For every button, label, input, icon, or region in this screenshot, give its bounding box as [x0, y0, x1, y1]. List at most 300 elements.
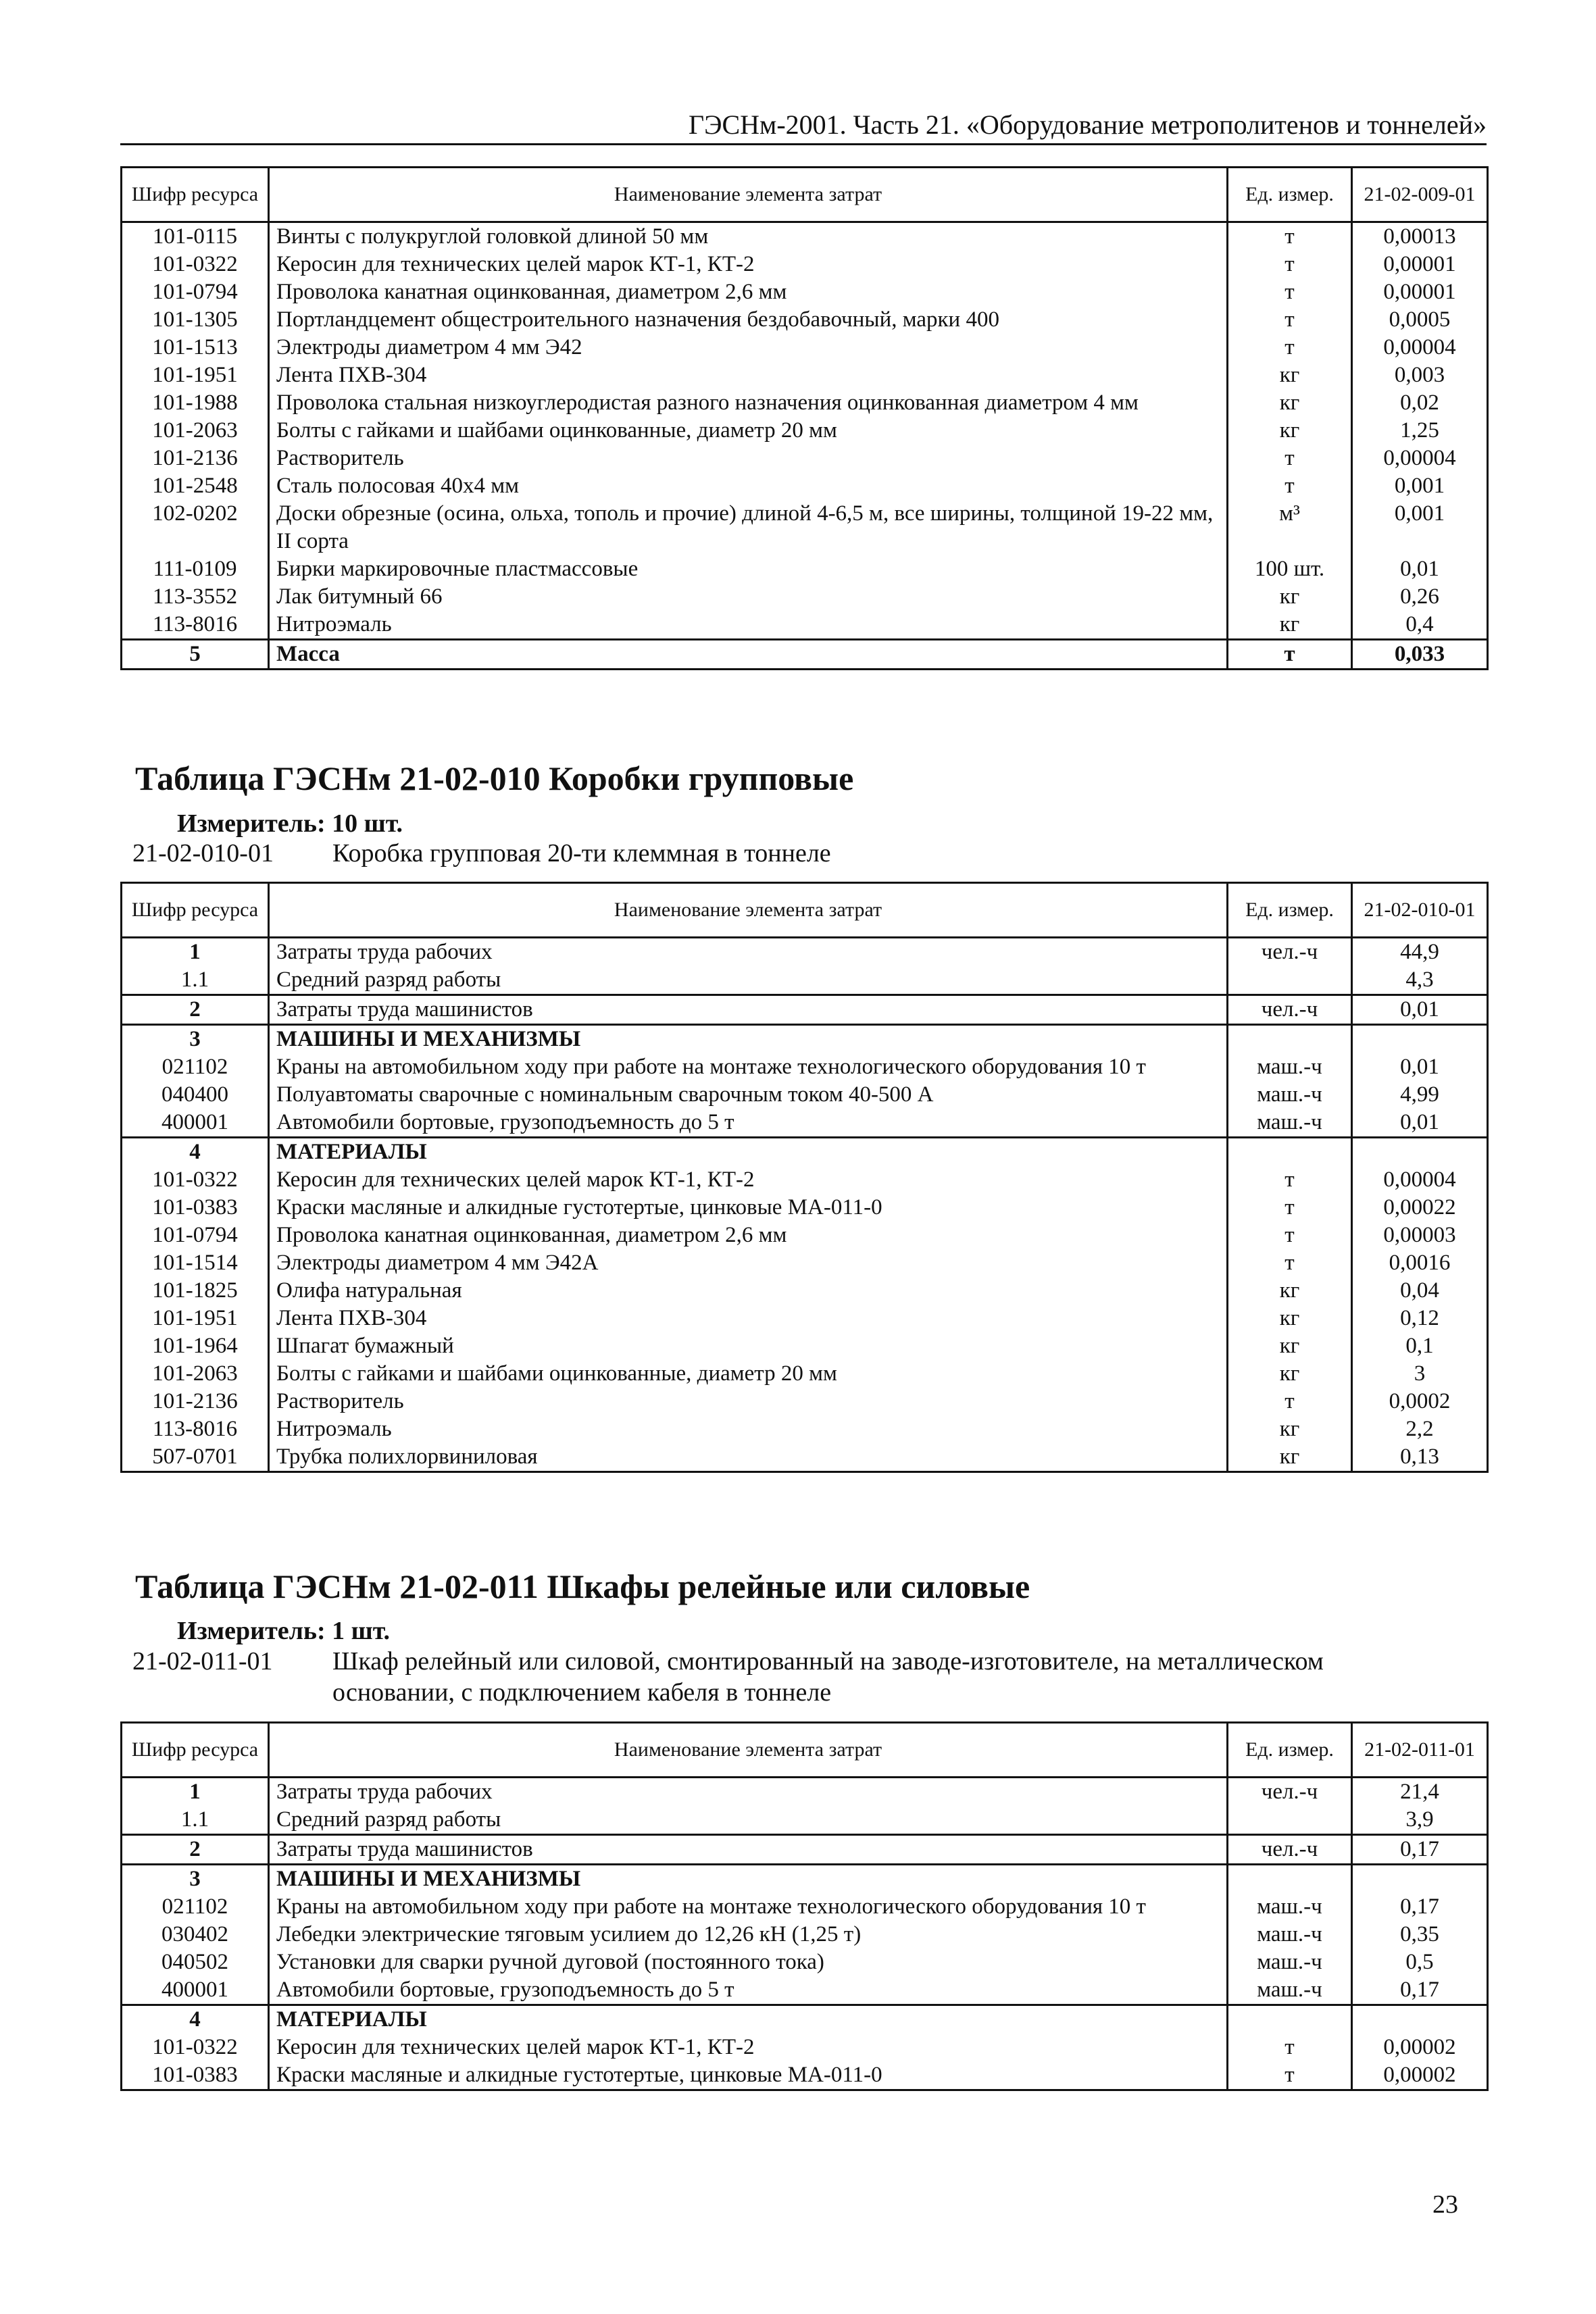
cell-name [269, 2005, 1228, 2034]
cell-name-text: Электроды диаметром 4 мм Э42А [276, 1251, 599, 1275]
cell-unit [1228, 1277, 1352, 1305]
table-row [122, 2034, 1488, 2061]
cell-unit [1228, 1053, 1352, 1081]
cell-name [269, 1806, 1228, 1835]
cell-code [122, 1893, 269, 1921]
cell-value-text: 0,00013 [1383, 224, 1456, 249]
cell-code-text: 021102 [161, 1055, 228, 1079]
cell-code-text: 101-0322 [152, 252, 238, 276]
cell-unit [1228, 611, 1352, 640]
cell-value [1352, 2005, 1488, 2034]
table-row [122, 472, 1488, 500]
cell-code-text: 101-1305 [152, 307, 238, 332]
cell-unit-text: 100 шт. [1254, 557, 1325, 581]
cell-value-text: 44,9 [1400, 940, 1439, 964]
cell-unit [1228, 1415, 1352, 1443]
cell-name-text: Бирки маркировочные пластмассовые [276, 557, 639, 581]
col-name-header: Наименование элемента затрат [269, 168, 1228, 222]
cell-unit-text: кг [1279, 612, 1300, 636]
cell-name [269, 1893, 1228, 1921]
cell-code [122, 583, 269, 611]
cell-value-text: 0,01 [1400, 997, 1439, 1022]
table-row [122, 1778, 1488, 1807]
cell-name [269, 995, 1228, 1025]
col-unit-header: Ед. измер. [1228, 1723, 1352, 1778]
cell-code-text: 101-0383 [152, 2063, 238, 2087]
cell-name [269, 472, 1228, 500]
cell-value-text: 0,02 [1400, 391, 1439, 415]
cell-unit-text: т [1285, 1167, 1295, 1192]
cell-code-text: 101-0322 [152, 1167, 238, 1192]
cell-value [1352, 1360, 1488, 1388]
cell-code-text: 507-0701 [152, 1444, 238, 1469]
cell-name-text: Электроды диаметром 4 мм Э42 [276, 335, 582, 359]
cell-value-text: 0,17 [1400, 1837, 1439, 1861]
table-row [122, 1948, 1488, 1976]
cell-unit-text: т [1285, 1251, 1295, 1275]
cell-code [122, 1921, 269, 1948]
section-title: Таблица ГЭСНм 21-02-011 Шкафы релейные или силовые [135, 1567, 1030, 1605]
cell-code-text: 101-2063 [152, 418, 238, 443]
machinists-row [122, 1835, 1488, 1865]
cell-unit [1228, 2034, 1352, 2061]
cell-unit-text: чел.-ч [1261, 1780, 1318, 1804]
section-title: Таблица ГЭСНм 21-02-010 Коробки групповые [135, 759, 854, 797]
cell-name [269, 1976, 1228, 2005]
cell-value [1352, 445, 1488, 472]
cell-code-text: 113-8016 [152, 1417, 238, 1441]
cell-name-text: МАШИНЫ И МЕХАНИЗМЫ [276, 1027, 581, 1051]
table-row [122, 1109, 1488, 1138]
cell-name [269, 611, 1228, 640]
cell-code [122, 1138, 269, 1167]
cell-value [1352, 1025, 1488, 1054]
cell-code-text: 1.1 [180, 1807, 209, 1832]
cell-unit-text: т [1285, 474, 1295, 498]
cell-name-text: Краски масляные и алкидные густотертые, цинковые МА-011-0 [276, 2063, 882, 2087]
cell-unit [1228, 1081, 1352, 1109]
cell-code [122, 1778, 269, 1807]
cell-value-text: 1,25 [1400, 418, 1439, 443]
cell-name [269, 555, 1228, 583]
cell-name [269, 1865, 1228, 1894]
cell-code-text: 113-8016 [152, 612, 238, 636]
cell-name-text: Трубка полихлорвиниловая [276, 1444, 538, 1469]
cell-code-text: 111-0109 [153, 557, 237, 581]
cell-value-text: 3,9 [1405, 1807, 1434, 1832]
cell-unit-text: т [1285, 1195, 1295, 1219]
cell-name [269, 1249, 1228, 1277]
cell-value [1352, 611, 1488, 640]
cell-code [122, 1277, 269, 1305]
table-row [122, 1332, 1488, 1360]
cell-value [1352, 1976, 1488, 2005]
table-21-02-011 [120, 1721, 1489, 2091]
cell-value [1352, 1138, 1488, 1167]
section-meter: Измеритель: 1 шт. [177, 1617, 391, 1645]
cell-name [269, 2061, 1228, 2090]
cell-name-text: Краски масляные и алкидные густотертые, цинковые МА-011-0 [276, 1195, 882, 1219]
cell-unit [1228, 1138, 1352, 1167]
cell-code-text: 400001 [161, 1110, 228, 1134]
cell-unit-text: чел.-ч [1261, 997, 1318, 1022]
cell-name-text: Шпагат бумажный [276, 1334, 454, 1358]
cell-code-text: 5 [189, 642, 201, 666]
cell-name [269, 1415, 1228, 1443]
cell-name [269, 1138, 1228, 1167]
cell-unit-text: т [1285, 335, 1295, 359]
cell-code [122, 1025, 269, 1054]
table-row [122, 1443, 1488, 1472]
cell-code [122, 2061, 269, 2090]
cell-code [122, 334, 269, 361]
group-header-row [122, 1025, 1488, 1054]
cell-unit [1228, 1893, 1352, 1921]
cell-code-text: 101-1964 [152, 1334, 238, 1358]
table-header-row [122, 883, 1488, 938]
cell-code-text: 101-2063 [152, 1361, 238, 1386]
cell-name [269, 1778, 1228, 1807]
cell-unit-text: кг [1279, 1361, 1300, 1386]
cell-code [122, 306, 269, 334]
cell-unit-text: кг [1279, 1417, 1300, 1441]
cell-value-text: 0,17 [1400, 1978, 1439, 2002]
cell-value [1352, 1443, 1488, 1472]
cell-code-text: 101-0115 [152, 224, 238, 249]
cell-name-text: Олифа натуральная [276, 1278, 462, 1303]
cell-code [122, 278, 269, 306]
cell-unit-text: маш.-ч [1257, 1978, 1322, 2002]
table-row [122, 334, 1488, 361]
cell-name-text: МАТЕРИАЛЫ [276, 2007, 427, 2032]
cell-code-text: 101-1825 [152, 1278, 238, 1303]
cell-unit [1228, 306, 1352, 334]
col-code-header: Шифр ресурса [122, 168, 269, 222]
cell-value-text: 0,00002 [1383, 2063, 1456, 2087]
cell-value [1352, 1249, 1488, 1277]
cell-value [1352, 417, 1488, 445]
table-row [122, 1415, 1488, 1443]
cell-name [269, 1222, 1228, 1249]
table-row [122, 1976, 1488, 2005]
cell-code [122, 1332, 269, 1360]
cell-unit-text: маш.-ч [1257, 1055, 1322, 1079]
cell-name-text: Болты с гайками и шайбами оцинкованные, диаметр 20 мм [276, 418, 837, 443]
cell-code [122, 222, 269, 251]
table-row [122, 1222, 1488, 1249]
table-row [122, 500, 1488, 555]
cell-unit-text: кг [1279, 363, 1300, 387]
cell-value [1352, 1893, 1488, 1921]
cell-name [269, 2034, 1228, 2061]
cell-code-text: 1 [189, 1780, 201, 1804]
cell-name [269, 361, 1228, 389]
cell-name-text: Керосин для технических целей марок КТ-1, КТ-2 [276, 1167, 755, 1192]
mass-row [122, 640, 1488, 670]
table-row [122, 361, 1488, 389]
cell-unit [1228, 278, 1352, 306]
cell-unit [1228, 1249, 1352, 1277]
cell-name-text: Болты с гайками и шайбами оцинкованные, диаметр 20 мм [276, 1361, 837, 1386]
cell-unit [1228, 2061, 1352, 2090]
page-header-title: ГЭСНм-2001. Часть 21. «Оборудование метрополитенов и тоннелей» [688, 109, 1487, 140]
cell-value-text: 3 [1414, 1361, 1426, 1386]
cell-code [122, 1388, 269, 1415]
cell-value-text: 0,26 [1400, 584, 1439, 609]
cell-name-text: Доски обрезные (осина, ольха, тополь и прочие) длиной 4-6,5 м, все ширины, толщиной 19-22 мм, II сорта [276, 501, 1214, 553]
cell-value-text: 0,001 [1394, 501, 1445, 526]
cell-name [269, 417, 1228, 445]
cell-value-text: 0,04 [1400, 1278, 1439, 1303]
cell-name [269, 389, 1228, 417]
table-row [122, 1388, 1488, 1415]
cell-name [269, 1305, 1228, 1332]
cell-code-text: 101-1951 [152, 1306, 238, 1330]
cell-name [269, 1025, 1228, 1054]
cell-unit [1228, 222, 1352, 251]
cell-unit [1228, 1921, 1352, 1948]
cell-name [269, 251, 1228, 278]
table-row [122, 417, 1488, 445]
col-unit-header: Ед. измер. [1228, 168, 1352, 222]
cell-code-text: 1 [189, 940, 201, 964]
cell-name [269, 334, 1228, 361]
col-rate-header: 21-02-009-01 [1352, 168, 1488, 222]
cell-unit-text: т [1285, 1223, 1295, 1247]
cell-unit-text: чел.-ч [1261, 1837, 1318, 1861]
cell-value-text: 0,35 [1400, 1922, 1439, 1946]
table-row [122, 555, 1488, 583]
cell-unit-text: т [1285, 307, 1295, 332]
cell-value [1352, 1332, 1488, 1360]
cell-code [122, 1865, 269, 1894]
cell-name [269, 306, 1228, 334]
cell-unit-text: кг [1279, 1278, 1300, 1303]
cell-name-text: Керосин для технических целей марок КТ-1, КТ-2 [276, 252, 755, 276]
cell-value-text: 0,00003 [1383, 1223, 1456, 1247]
cell-code [122, 1249, 269, 1277]
cell-code-text: 101-2548 [152, 474, 238, 498]
cell-value-text: 4,99 [1400, 1082, 1439, 1107]
table-row [122, 1806, 1488, 1835]
cell-unit-text: т [1285, 2035, 1295, 2059]
cell-value-text: 0,00001 [1383, 280, 1456, 304]
cell-name [269, 1277, 1228, 1305]
cell-value-text: 0,0016 [1389, 1251, 1451, 1275]
cell-value [1352, 1222, 1488, 1249]
cell-code [122, 361, 269, 389]
cell-code [122, 1081, 269, 1109]
cell-unit [1228, 1778, 1352, 1807]
cell-unit-text: т [1285, 252, 1295, 276]
cell-unit [1228, 417, 1352, 445]
cell-value [1352, 1053, 1488, 1081]
cell-code-text: 030402 [161, 1922, 228, 1946]
cell-value [1352, 222, 1488, 251]
cell-name-text: Средний разряд работы [276, 1807, 501, 1832]
col-code-header: Шифр ресурса [122, 1723, 269, 1778]
cell-unit-text: маш.-ч [1257, 1950, 1322, 1974]
cell-unit [1228, 361, 1352, 389]
cell-value [1352, 1109, 1488, 1138]
cell-code [122, 640, 269, 670]
cell-name-text: Средний разряд работы [276, 967, 501, 992]
cell-code-text: 101-0322 [152, 2035, 238, 2059]
cell-value-text: 0,4 [1405, 612, 1434, 636]
cell-unit-text: кг [1279, 1444, 1300, 1469]
cell-name [269, 1081, 1228, 1109]
cell-unit-text: т [1285, 446, 1295, 470]
cell-value-text: 0,003 [1394, 363, 1445, 387]
cell-value [1352, 334, 1488, 361]
cell-name-text: Затраты труда машинистов [276, 1837, 533, 1861]
cell-unit [1228, 1332, 1352, 1360]
cell-unit [1228, 472, 1352, 500]
cell-name-text: Проволока канатная оцинкованная, диаметром 2,6 мм [276, 280, 787, 304]
cell-unit-text: маш.-ч [1257, 1082, 1322, 1107]
cell-name-text: Растворитель [276, 1389, 404, 1413]
cell-unit [1228, 1222, 1352, 1249]
cell-name [269, 1388, 1228, 1415]
cell-code [122, 417, 269, 445]
cell-code-text: 101-2136 [152, 446, 238, 470]
cell-code-text: 040400 [161, 1082, 228, 1107]
cell-unit [1228, 1835, 1352, 1865]
col-name-header: Наименование элемента затрат [269, 883, 1228, 938]
cell-name-text: Автомобили бортовые, грузоподъемность до 5 т [276, 1110, 734, 1134]
cell-name [269, 1443, 1228, 1472]
table-body [122, 1778, 1488, 2090]
table-row [122, 966, 1488, 995]
cell-code [122, 2005, 269, 2034]
cell-value [1352, 555, 1488, 583]
cell-unit-text: т [1285, 2063, 1295, 2087]
table-row [122, 2061, 1488, 2090]
group-header-row [122, 1138, 1488, 1167]
cell-unit [1228, 389, 1352, 417]
cell-value-text: 0,00004 [1383, 446, 1456, 470]
cell-code-text: 101-0794 [152, 280, 238, 304]
table-row [122, 222, 1488, 251]
cell-value-text: 0,00002 [1383, 2035, 1456, 2059]
cell-unit-text: кг [1279, 391, 1300, 415]
cell-code-text: 400001 [161, 1978, 228, 2002]
cell-name-text: Краны на автомобильном ходу при работе на монтаже технологического оборудования 10 т [276, 1894, 1146, 1919]
cell-name [269, 1835, 1228, 1865]
cell-name-text: Установки для сварки ручной дуговой (постоянного тока) [276, 1950, 824, 1974]
cell-name [269, 1109, 1228, 1138]
cell-code [122, 1415, 269, 1443]
cell-name-text: Лак битумный 66 [276, 584, 443, 609]
cell-name [269, 278, 1228, 306]
cell-code-text: 101-1951 [152, 363, 238, 387]
cell-name-text: Лента ПХВ-304 [276, 1306, 427, 1330]
cell-code [122, 1194, 269, 1222]
cell-code [122, 1109, 269, 1138]
cell-name [269, 1053, 1228, 1081]
cell-value-text: 0,01 [1400, 1110, 1439, 1134]
cell-name [269, 1360, 1228, 1388]
cell-value [1352, 361, 1488, 389]
table-row [122, 1166, 1488, 1194]
cell-value-text: 0,17 [1400, 1894, 1439, 1919]
cell-unit-text: т [1285, 1389, 1295, 1413]
cell-name-text: Керосин для технических целей марок КТ-1, КТ-2 [276, 2035, 755, 2059]
cell-value-text: 0,001 [1394, 474, 1445, 498]
cell-code [122, 1948, 269, 1976]
cell-value [1352, 251, 1488, 278]
cell-name-text: Автомобили бортовые, грузоподъемность до 5 т [276, 1978, 734, 2002]
cell-value [1352, 1194, 1488, 1222]
section-meter: Измеритель: 10 шт. [177, 809, 403, 838]
cell-name [269, 222, 1228, 251]
cell-name-text: Масса [276, 642, 340, 666]
cell-code [122, 1222, 269, 1249]
cell-unit [1228, 1360, 1352, 1388]
cell-name [269, 500, 1228, 555]
cell-value [1352, 2034, 1488, 2061]
cell-name-text: Затраты труда рабочих [276, 1780, 493, 1804]
cell-value-text: 0,1 [1405, 1334, 1434, 1358]
cell-name [269, 1921, 1228, 1948]
cell-unit-text: кг [1279, 1306, 1300, 1330]
cell-unit [1228, 1194, 1352, 1222]
cell-value [1352, 1305, 1488, 1332]
cell-value [1352, 1166, 1488, 1194]
group-header-row [122, 1865, 1488, 1894]
cell-value [1352, 1388, 1488, 1415]
cell-value-text: 0,00022 [1383, 1195, 1456, 1219]
cell-value-text: 0,13 [1400, 1444, 1439, 1469]
machinists-row [122, 995, 1488, 1025]
col-name-header: Наименование элемента затрат [269, 1723, 1228, 1778]
table-body [122, 938, 1488, 1472]
cell-code [122, 472, 269, 500]
cell-unit [1228, 640, 1352, 670]
cell-name-text: Нитроэмаль [276, 1417, 392, 1441]
table-21-02-009 [120, 166, 1489, 670]
table-row [122, 1893, 1488, 1921]
cell-value [1352, 1277, 1488, 1305]
cell-code [122, 445, 269, 472]
cell-value-text: 0,00001 [1383, 252, 1456, 276]
cell-code [122, 251, 269, 278]
cell-unit [1228, 334, 1352, 361]
cell-unit [1228, 1025, 1352, 1054]
cell-code-text: 040502 [161, 1950, 228, 1974]
cell-code [122, 995, 269, 1025]
cell-code-text: 021102 [161, 1894, 228, 1919]
table-row [122, 1921, 1488, 1948]
cell-name-text: Затраты труда рабочих [276, 940, 493, 964]
cell-unit [1228, 583, 1352, 611]
cell-code [122, 1053, 269, 1081]
rate-item-code: 21-02-010-01 [132, 839, 274, 867]
table-row [122, 445, 1488, 472]
cell-value [1352, 1415, 1488, 1443]
cell-name [269, 640, 1228, 670]
page-header [120, 108, 1487, 145]
table-header-row [122, 168, 1488, 222]
cell-name-text: Растворитель [276, 446, 404, 470]
cell-unit-text: т [1285, 224, 1295, 249]
cell-value [1352, 640, 1488, 670]
cell-code [122, 611, 269, 640]
table-row [122, 1305, 1488, 1332]
cell-code-text: 2 [189, 1837, 201, 1861]
cell-code-text: 3 [189, 1027, 201, 1051]
cell-unit [1228, 995, 1352, 1025]
